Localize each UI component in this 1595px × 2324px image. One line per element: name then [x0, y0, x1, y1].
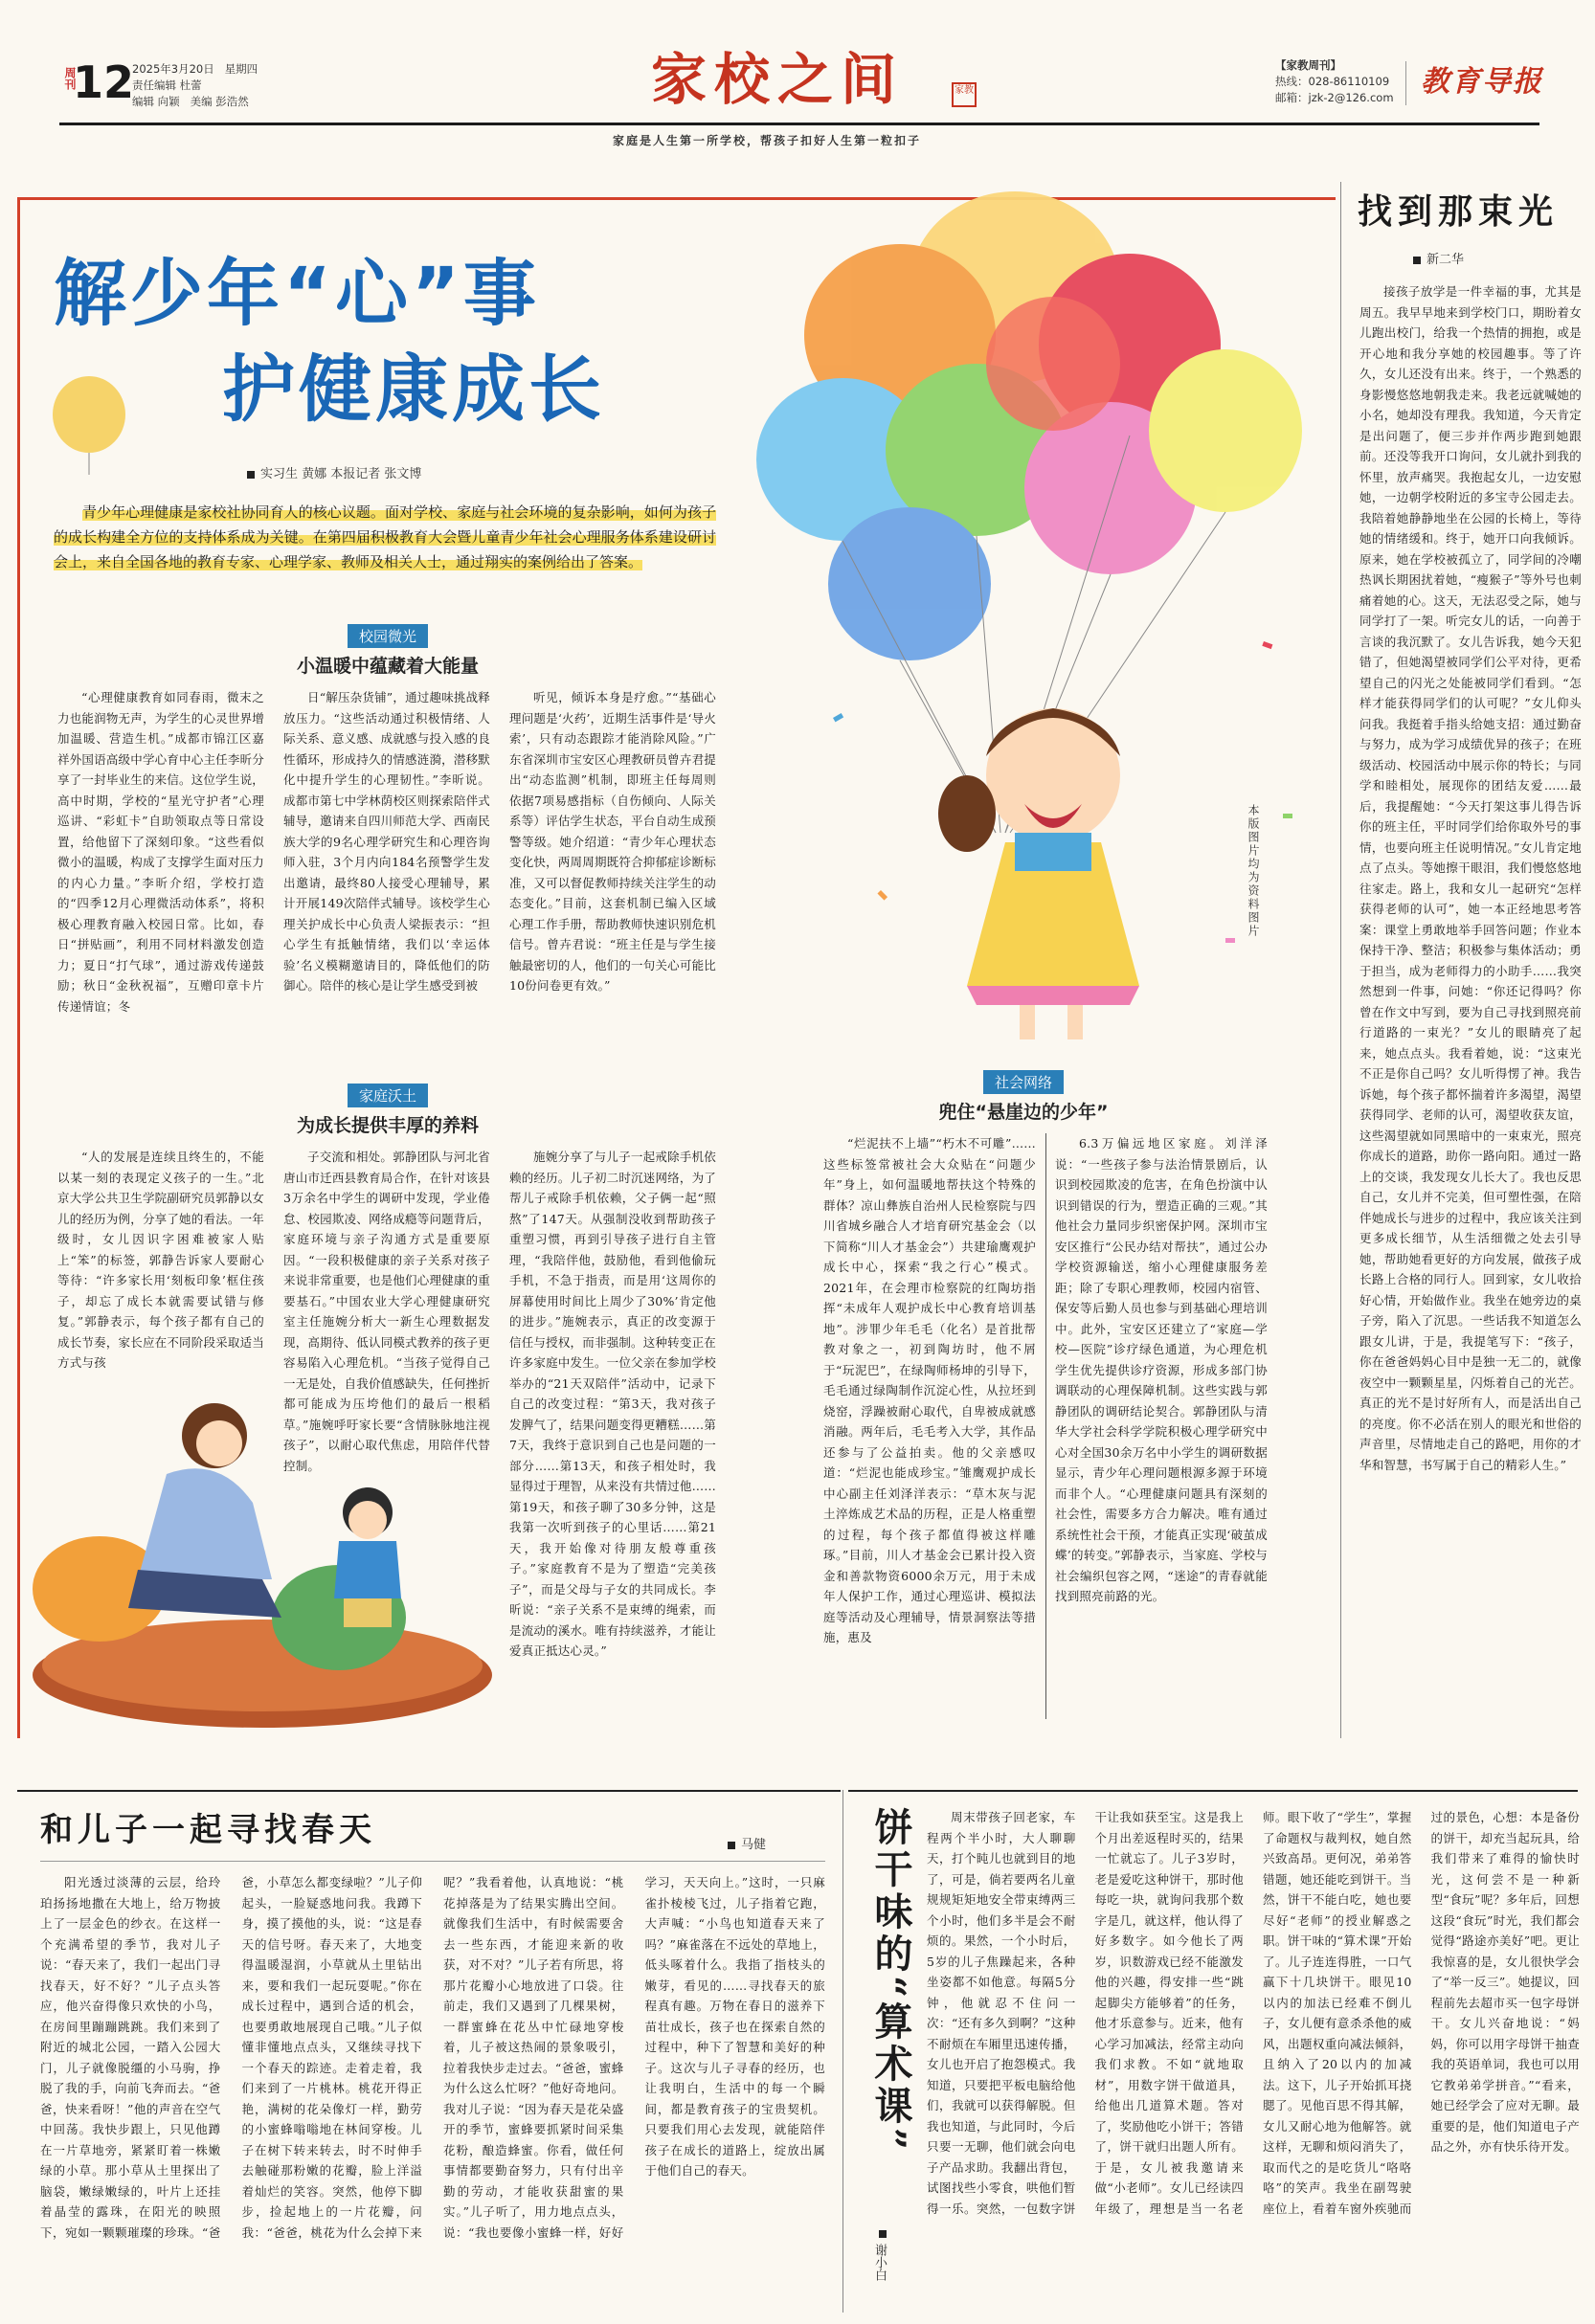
hotline-label: 热线：: [1275, 75, 1309, 88]
sidebar-title: 找到那束光: [1358, 191, 1560, 232]
bottom-left-body-text: 阳光透过淡薄的云层，给玲珀扬扬地撒在大地上，给万物披上了一层金色的纱衣。在这样一个充满希望的季节，我对儿子说：“春天来了，我们一起出门寻找春天，好不好？”儿子点头答应，他兴奋得像只欢快的小鸟，在房间里蹦蹦跳跳。我们来到了附近的城北公园，一踏入公园大门，儿子就像脱缰的小马驹，挣脱了我的手，向前飞奔而去。“爸爸，快来看呀！”他的声音在空气中回荡。我快步跟上，只见他蹲在一片草地旁，紧紧盯着一株嫩绿的小草。那小草从土里探出了脑袋，嫩绿嫩绿的，叶片上还挂着晶莹的露珠，在阳光的映照下，宛如一颗颗璀璨的珍珠。“爸爸，小草怎么都变绿啦？”儿子仰起头，一脸疑惑地问我。我蹲下身，摸了摸他的头，说：“这是春天的信号呀。春天来了，大地变得温暖湿润，小草就从土里钻出来，要和我们一起玩耍呢。”你在成长过程中，遇到合适的机会，也要勇敢地展现自己哦。”儿子似懂非懂地点点头，又继续寻找下一个春天的踪迹。走着走着，我们来到了一片桃林。桃花开得正艳，满树的花朵像灯一样，勤劳的小蜜蜂嗡嗡地在林间穿梭。儿子在树下转来转去，时不时伸手去触碰那粉嫩的花瓣，脸上洋溢着灿烂的笑容。突然，他停下脚步，捡起地上的一片花瓣，问我：“爸爸，桃花为什么会掉下来呢？”我看着他，认真地说：“桃花掉落是为了结果实腾出空间。就像我们生活中，有时候需要舍去一些东西，才能迎来新的收获，对不对？”儿子若有所思，将那片花瓣小心地放进了口袋。往前走，我们又遇到了几棵果树，一群蜜蜂在花丛中忙碌地穿梭着，儿子被这热闹的景象吸引，拉着我快步走过去。“爸爸，蜜蜂为什么这么忙呀？”他好奇地问。我对儿子说：“因为春天是花朵盛开的季节，蜜蜂要抓紧时间采集花粉，酿造蜂蜜。你看，做任何事情都要勤奋努力，只有付出辛勤的劳动，才能收获甜蜜的果实。”儿子听了，用力地点点头，说：“我也要像小蜜蜂一样，好好学习，天天向上。”这时，一只麻雀扑棱棱飞过，儿子指着它跑，大声喊：“小鸟也知道春天来了吗？”麻雀落在不远处的草地上，低头啄着什么。我指了指枝头的嫩芽，看见的……寻找春天的旅程真有趣。万物在春日的滋养下苗壮成长，孩子也在探索自然的过程中，种下了智慧和美好的种子。这次与儿子寻春的经历，也让我明白，生活中的每一个瞬间，都是教育孩子的宝贵契机。只要我们用心去发现，就能陪伴孩子在成长的道路上，绽放出属于他们自己的春天。: [40, 1875, 825, 2240]
section3-col2-text: 6.3万偏远地区家庭。刘洋泽说：“一些孩子参与法治情景剧后，认识到校园欺凌的危害，在角色扮演中认识到错误的行为，塑造正确的三观。”其他社会力量同步织密保护网。深圳市宝安区推行“公民办结对帮扶”，通过公办学校资源输送，缩小心理健康服务差距；除了专职心理教师，校园内宿管、保安等后勤人员也参与到基础心理培训中。此外，宝安区还建立了“家庭—学校—医院”诊疗绿色通道，为心理危机学生优先提供诊疗资源，形成多部门协调联动的心理保障机制。这些实践与郭静团队的调研结论契合。郭静团队与清华大学社会科学学院积极心理学研究中心对全国30余万名中小学生的调研数据显示，青少年心理问题根源多源于环境而非个人。“心理健康问题具有深刻的社会性，需要多方合力解决。唯有通过系统性社会干预，才能真正实现‘破茧成蝶’的转变。”郭静表示，当家庭、学校与社会编织包容之网，“迷途”的青春就能找到照亮前路的光。: [1055, 1136, 1268, 1603]
section1-subhead: 小温暖中蕴藏着大能量: [296, 656, 479, 677]
page-label-vertical: 周刊: [63, 67, 77, 90]
section1-tag: 校园微光: [348, 624, 428, 648]
bottom-top-rule: [17, 1790, 841, 1792]
section-seal: 家教: [952, 82, 977, 107]
masthead-rule: [59, 123, 1539, 125]
masthead-contact: [1275, 57, 1409, 106]
sidebar-divider: [1340, 182, 1341, 1738]
section-title: 家校之间: [651, 47, 905, 112]
section3-col1-text: “烂泥扶不上墙”“朽木不可雕”……这些标签常被社会大众贴在“问题少年”身上，如何温暖地帮扶这个特殊的群体？凉山彝族自治州人民检察院与四川省城乡融合人才培育研究基金会（以下简称“川人才基金会”）共建瑜鹰观护成长中心，探索“我之行心”模式。2021年，在会理市检察院的红陶坊指挥“未成年人观护成长中心教育培训基地”。涉罪少年毛毛（化名）是首批帮教对象之一，初到陶坊时，他不屑于“玩泥巴”，在绿陶师杨坤的引导下，毛毛通过绿陶制作沉淀心性，从拉坯到烧窑，浮躁被耐心取代，自卑被成就感消融。两年后，毛毛考入大学，其作品还参与了公益拍卖。他的父亲感叹道：“烂泥也能成珍宝。”雏鹰观护成长中心副主任刘泽洋表示：“草木灰与泥土淬炼成艺术品的历程，正是人格重塑的过程，每个孩子都值得被这样雕琢。”目前，川人才基金会已累计投入资金和善款物资6000余万元，用于未成年人保护工作，通过心理巡讲、模拟法庭等活动及心理辅导，情景洞察法等措施，惠及: [823, 1136, 1036, 1644]
responsible-editor: 责任编辑 杜蕾: [132, 78, 202, 92]
art-editor: 美编 彭浩然: [190, 95, 249, 108]
page-number: 12: [73, 56, 135, 108]
small-balloon-icon: [46, 371, 132, 477]
issue-date: 2025年3月20日: [132, 62, 214, 76]
section1-col2-text: 日“解压杂货铺”，通过趣味挑战释放压力。“这些活动通过积极情绪、人际关系、意义感、成就感与投入感的良性循环，形成持久的情感涟漪，潜移默化中提升学生的心理韧性。”李昕说。成都市第七中学林荫校区则探索陪伴式辅导，邀请来自四川师范大学、西南民族大学的9名心理学研究生和心理咨询师入驻，3个月内向184名预警学生发出邀请，最终80人接受心理辅导，累计开展149次陪伴式辅导。该校学生心理关护成长中心负责人梁振表示：“担心学生有抵触情绪，我们以‘幸运体验’名义模糊邀请目的，降低他们的防御心。陪伴的核心是让学生感受到被: [283, 690, 490, 993]
masthead-divider: [1405, 61, 1406, 105]
section2-col2-text: 子交流和相处。郭静团队与河北省唐山市迁西县教育局合作，在针对该县3万余名中学生的调研中发现，学业倦怠、校园欺凌、网络成瘾等问题背后，家庭环境与亲子沟通方式是重要原因。“一段积极健康的亲子关系对孩子来说非常重要，也是他们心理健康的重要基石。”中国农业大学心理健康研究室主任施婉分析大一新生心理数据发现，高期待、低认同模式教养的孩子更容易陷入心理危机。“当孩子觉得自己一无是处，自我价值感缺失，任何挫折都可能成为压垮他们的最后一根稻草。”施婉呼吁家长要“含情脉脉地注视孩子”，以耐心取代焦虑，用陪伴代替控制。: [283, 1150, 490, 1473]
issue-weekday: 星期四: [224, 62, 258, 76]
bottom-right-rule: [848, 1790, 1578, 1792]
section2-col3-text: 施婉分享了与儿子一起戒除手机依赖的经历。儿子初二时沉迷网络，为了帮儿子戒除手机依赖，父子俩一起“照熬”了147天。从强制没收到帮助孩子重塑习惯，再到引导孩子进行自主管理，“我陪伴他，鼓励他，看到他偷玩手机，不急于指责，而是用‘这周你的屏幕使用时间比上周少了30%’肯定他的进步。”施婉表示，真正的改变源于信任与授权，而非强制。这种转变正在许多家庭中发生。一位父亲在参加学校举办的“21天双陪伴”活动中，记录下自己的改变过程：“第3天，我对孩子发脾气了，结果问题变得更糟糕……第7天，我终于意识到自己也是问题的一部分……第13天，和孩子相处时，我显得过于理智，从来没有共情过他……第19天，和孩子聊了30多分钟，这是我第一次听到孩子的心里话……第21天，我开始像对待朋友般尊重孩子。”家庭教育不是为了塑造“完美孩子”，而是父母与子女的共同成长。李昕说：“亲子关系不是束缚的绳索，而是流动的溪水。唯有持续滋养，才能让爱真正抵达心灵。”: [509, 1150, 716, 1658]
section1-col1: [57, 687, 264, 1093]
section1-col3: [509, 687, 716, 1093]
bottom-right-body-text: 周末带孩子回老家，车程两个半小时，大人聊聊天，打个盹儿也就到目的地了，可是，倘若要两名儿童规规矩矩地安全带束缚两三个小时，他们多半是会不耐烦的。果然，一个小时后，5岁的儿子焦躁起来，各种坐姿都不如他意。每隔5分钟，他就忍不住问一次：“还有多久到啊？”这种不耐烦在车厢里迅速传播，女儿也开启了抱怨模式。我知道，只要把平板电脑给他们，我就可以获得解脱。但我也知道，与此同时，今后只要一无聊，他们就会向电子产品求助。我翻出背包，试图找些小零食，哄他们暂得一乐。突然，一包数字饼干让我如获至宝。这是我上个月出差返程时买的，结果一忙就忘了。儿子3岁时，老是爱吃这种饼干，那时他每吃一块，就询问我那个数字是几，就这样，他认得了好多数字。如今他长了两岁，识数游戏已经不能激发他的兴趣，得安排一些“跳起脚尖方能够着”的任务，他才乐意参与。近来，他有心学习加减法，经常主动向我们求教。不如“就地取材”，用数字饼干做道具，给他出几道算术题。答对了，奖励他吃小饼干；答错了，饼干就归出题人所有。于是，女儿被我邀请来做“小老师”。女儿已经读四年级了，理想是当一名老师。眼下收了“学生”，掌握了命题权与裁判权，她自然兴致高昂。更何况，弟弟答错题，她还能吃到饼干。当然，饼干不能白吃，她也要尽好“老师”的授业解惑之职。饼干味的“算术课”开始了。儿子连连得胜，一口气赢下十几块饼干。眼见10以内的加法已经难不倒儿子，女儿便有意杀杀他的威风，出题权重向减法倾斜，且纳入了20以内的加减法。这下，儿子开始抓耳挠腮了。见他百思不得其解，女儿又耐心地为他解答。就这样，无聊和烦闷消失了，取而代之的是吃货儿“咯咯咯”的笑声。我坐在副驾驶座位上，看着车窗外疾驰而过的景色，心想：本是备份的饼干，却充当起玩具，给我们带来了难得的愉快时光，这何尝不是一种新型“食玩”呢？多年后，回想这段“食玩”时光，我们都会觉得“路途亦美好”吧。更让我惊喜的是，女儿很快学会了“举一反三”。她提议，回程前先去超市买一包字母饼干。女儿兴奋地说：“妈妈，你可以用字母饼干抽查我的英语单词，我也可以用它教弟弟学拼音。”“看来，她已经学会了应对无聊。最重要的是，他们知道电子产品之外，亦有快乐待开发。: [927, 1810, 1580, 2216]
bottom-right-body: [927, 1807, 1580, 2313]
byline-text: 实习生 黄娜 本报记者 张文博: [260, 467, 422, 481]
slogan: 家庭是人生第一所学校，帮孩子扣好人生第一粒扣子: [613, 134, 922, 147]
bottom-right-author: [871, 2230, 887, 2281]
section1-heading: [211, 624, 565, 678]
bottom-left-body: [40, 1872, 825, 2313]
main-story-frame-left: [17, 197, 20, 1738]
bottom-left-title: 和儿子一起寻找春天: [40, 1811, 376, 1849]
sidebar-author-text: 新二华: [1427, 253, 1465, 267]
section2-col1-text: “人的发展是连续且终生的，不能以某一刻的表现定义孩子的一生。”北京大学公共卫生学院副研究员郭静以女儿的经历为例，分享了她的看法。一年级时，女儿因识字困难被家人贴上“笨”的标签，郭静告诉家人要耐心等待：“许多家长用‘刻板印象’框住孩子，却忘了成长本就需要试错与修复。”郭静表示，每个孩子都有自己的成长节奏，家长应在不同阶段采取适当方式与孩: [57, 1150, 264, 1370]
section2-col3: [509, 1147, 716, 1721]
section2-heading: [211, 1084, 565, 1137]
balloons: [756, 191, 1302, 660]
section3-heading: [865, 1070, 1181, 1124]
editor: 编辑 向颖: [132, 95, 180, 108]
paper-name: 教育导报: [1421, 65, 1543, 99]
mother-child-illustration: [23, 1369, 502, 1732]
section2-subhead: 为成长提供丰厚的养料: [296, 1115, 479, 1136]
main-headline-line2: 护健康成长: [222, 346, 605, 432]
bottom-right-title: 饼干味的“算术课”: [868, 1807, 913, 2155]
bottom-right-author-text: 谢小白: [872, 2244, 887, 2281]
balloon-girl-illustration: [689, 144, 1340, 1053]
lead-text: 青少年心理健康是家校社协同育人的核心议题。面对学校、家庭与社会环境的复杂影响，如何为孩子的成长构建全方位的支持体系成为关键。在第四届积极教育大会暨儿童青少年社会心理服务体系建设研讨会上，来自全国各地的教育专家、心理学家、教师及相关人士，通过翔实的案例给出了答案。: [54, 503, 716, 570]
section3-divider: [1045, 1133, 1046, 1719]
main-headline-line1: 解少年“心”事: [54, 251, 540, 336]
section3-col2: [1055, 1133, 1268, 1719]
byline-marker-icon: [247, 471, 255, 479]
section1-col2: [283, 687, 490, 1093]
sidebar-author: [1413, 249, 1464, 267]
email-label: 邮箱：: [1275, 91, 1309, 104]
bottom-left-author-text: 马健: [741, 1838, 767, 1852]
author-marker-icon: [1413, 257, 1421, 264]
section1-col1-text: “心理健康教育如同春雨，微末之力也能润物无声，为学生的心灵世界增加温暖、营造生机。”成都市锦江区嘉祥外国语高级中学心育中心主任李昕分享了一封毕业生的来信。这位学生说，高中时期，学校的“星光守护者”心理巡讲、“彩虹卡”自助领取点等日常设置，给他留下了深刻印象。“这些看似微小的温暖，构成了支撑学生面对压力的内心力量。”李昕介绍，学校打造的“四季12月心理微活动体系”，将积极心理教育融入校园日常。比如，春日“拼贴画”，利用不同材料激发创造力；夏日“打气球”，通过游戏传递鼓励；秋日“金秋祝福”，互赠印章卡片传递情谊；冬: [57, 690, 264, 1014]
hotline: 028-86110109: [1308, 75, 1390, 88]
page-number-block: [59, 56, 135, 108]
girl: [938, 708, 1139, 1039]
section2-tag: 家庭沃土: [348, 1084, 428, 1107]
email: jzk-2@126.com: [1308, 91, 1394, 104]
bottom-center-divider: [842, 1790, 843, 2313]
photo-credit: 本版图片均为资料图片: [1247, 804, 1260, 938]
section2-col1: [57, 1147, 264, 1370]
weekly-name: 【家教周刊】: [1275, 58, 1341, 72]
section3-tag: 社会网络: [983, 1070, 1064, 1094]
bottom-left-title-rule: [40, 1861, 825, 1862]
bottom-left-author: [728, 1834, 766, 1852]
lead-paragraph: [54, 500, 716, 574]
bottom-right-author-icon: [879, 2230, 887, 2238]
section3-col1: [823, 1133, 1036, 1719]
masthead-meta: [132, 61, 343, 110]
section1-col3-text: 听见，倾诉本身是疗愈。”“基础心理问题是‘火药’，近期生活事件是‘导火索’，只有动态跟踪才能消除风险。”广东省深圳市宝安区心理教研员曾卉君提出“动态监测”机制，即班主任每周则依据7项易感指标（自伤倾向、人际关系等）评估学生状态，平台自动生成预警等级。她介绍道：“青少年心理状态变化快，两周周期既符合抑郁症诊断标准，又可以督促教师持续关注学生的动态变化。”目前，这套机制已编入区域心理工作手册，帮助教师快速识别危机信号。曾卉君说：“班主任是与学生接触最密切的人，他们的一句关心可能比10份问卷更有效。”: [509, 690, 716, 993]
sidebar-body: [1359, 281, 1582, 1736]
bottom-left-author-icon: [728, 1842, 735, 1849]
sidebar-body-text: 接孩子放学是一件幸福的事，尤其是周五。我早早地来到学校门口，期盼着女儿跑出校门，给我一个热情的拥抱，或是开心地和我分享她的校园趣事。等了许久，女儿还没有出来。终于，一个熟悉的身影慢悠悠地朝我走来。我老远就喊她的小名，她却没有理我。我知道，今天肯定是出问题了，便三步并作两步跑到她跟前。还没等我开口询问，女儿就扑到我的怀里，放声痛哭。我抱起女儿，一边安慰她，一边朝学校附近的多宝寺公园走去。我陪着她静静地坐在公园的长椅上，等待她的情绪缓和。终于，她开口向我倾诉。原来，她在学校被孤立了，同学间的冷嘲热讽长期困扰着她，“瘦猴子”等外号也刺痛着她的心。这天，无法忍受之际，她与同学打了一架。听完女儿的话，一向善于言谈的我沉默了。女儿告诉我，她今天犯错了，但她渴望被同学们公平对待，更希望自己的闪光之处能被同学们看到。“怎样才能获得同学们的认可呢？”女儿仰头问我。我挺着手指头给她支招：通过勤奋与努力，成为学习成绩优异的孩子；在班级活动、校园活动中展示你的特长；与同学和睦相处，展现你的团结友爱……最后，我提醒她：“今天打架这事儿得告诉你的班主任，平时同学们给你取外号的事情，也要向班主任说明情况。”女儿肯定地点了点头。等她擦干眼泪，我们慢悠悠地往家走。路上，我和女儿一起研究“怎样获得老师的认可”，她一本正经地思考答案：课堂上勇敢地举手回答问题；作业本保持干净、整洁；积极参与集体活动；勇于担当，成为老师得力的小助手……我突然想到一件事，问她：“你还记得吗？你曾在作文中写到，要为自己寻找到照亮前行道路的一束光？”女儿的眼睛亮了起来，她点点头。我看着她，说：“这束光不正是你自己吗？女儿听得愣了神。我告诉她，每个孩子都怀揣着许多渴望，渴望获得同学、老师的认可，渴望收获友谊，这些渴望就如同黑暗中的一束束光，照亮你成长的道路，助你一路向阳。通过一路上的交谈，我发现女儿长大了。我也反思自己，女儿并不完美，但可塑性强，在陪伴她成长与进步的过程中，我应该关注到更多成长细节，从生活细微之处去引导她，帮助她看更好的方向发展，做孩子成长路上合格的同行人。回到家，女儿收拾好心情，开始做作业。我坐在她旁边的桌子旁，陷入了沉思。一些话我不知道怎么跟女儿讲，于是，我提笔写下：“孩子，你在爸爸妈妈心目中是独一无二的，就像夜空中一颗颗星星，闪烁着自己的光芒。真正的光不是讨好所有人，而是活出自己的亮度。你不必活在别人的眼光和世俗的声音里，尽情地走自己的路吧，用你的才华和智慧，书写属于自己的精彩人生。”: [1359, 284, 1582, 1472]
byline: [247, 463, 421, 481]
section3-subhead: 兜住“悬崖边的少年”: [938, 1102, 1109, 1123]
